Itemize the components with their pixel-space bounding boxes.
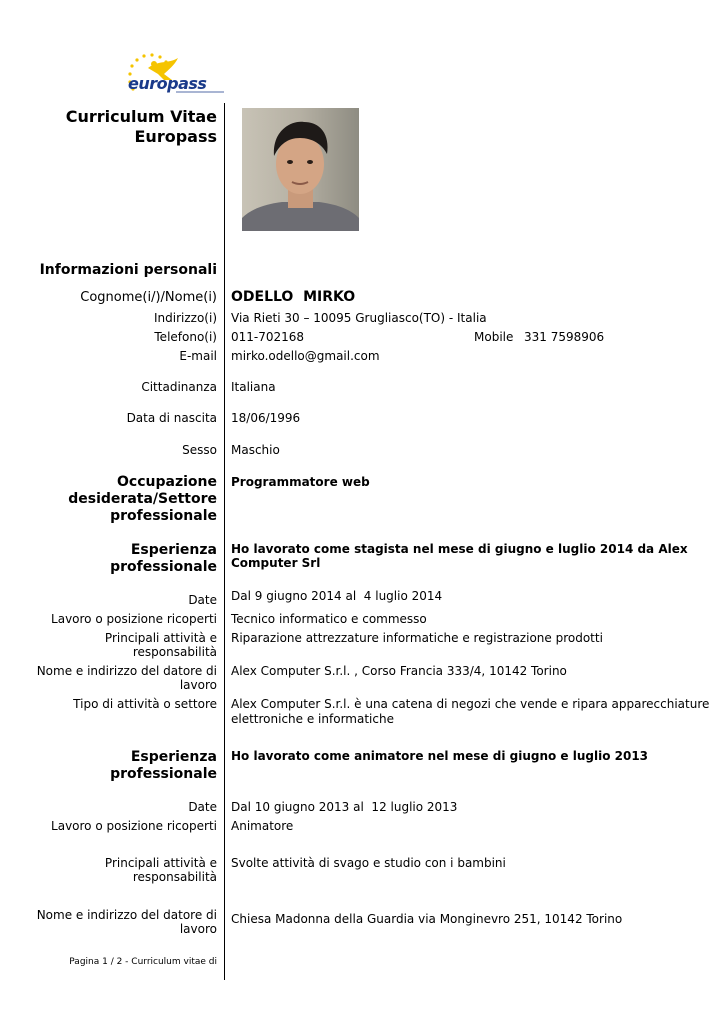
experience2-activities-label-line1: Principali attività e bbox=[104, 856, 217, 870]
occupation-value: Programmatore web bbox=[231, 475, 370, 489]
phone-label: Telefono(i) bbox=[154, 330, 217, 344]
phone-value: 011-702168 bbox=[231, 330, 305, 344]
birth-date-label: Data di nascita bbox=[126, 411, 217, 425]
experience2-employer-label-line2: lavoro bbox=[179, 922, 217, 936]
sex-label: Sesso bbox=[182, 443, 217, 457]
birth-date-value: 18/06/1996 bbox=[231, 411, 301, 425]
experience2-activities-value: Svolte attività di svago e studio con i bambini bbox=[231, 856, 506, 870]
page-footer: Pagina 1 / 2 - Curriculum vitae di bbox=[69, 957, 217, 967]
experience2-date-value: Dal 10 giugno 2013 al 12 luglio 2013 bbox=[231, 800, 458, 814]
citizenship-value: Italiana bbox=[231, 380, 276, 394]
name-label: Cognome(i/)/Nome(i) bbox=[80, 290, 217, 305]
experience1-activities-value: Riparazione attrezzature informatiche e registrazione prodotti bbox=[231, 631, 603, 645]
experience1-role-value: Tecnico informatico e commesso bbox=[231, 612, 427, 626]
experience1-title-line2: professionale bbox=[110, 559, 217, 575]
experience1-title-line1: Esperienza bbox=[130, 542, 217, 558]
experience1-employer-value: Alex Computer S.r.l. , Corso Francia 333/4, 10142 Torino bbox=[231, 664, 567, 678]
section-personal-info: Informazioni personali bbox=[39, 262, 217, 278]
experience2-employer-value: Chiesa Madonna della Guardia via Monginevro 251, 10142 Torino bbox=[231, 912, 623, 926]
cv-title-line1: Curriculum Vitae bbox=[65, 107, 217, 126]
experience1-date-label: Date bbox=[188, 593, 217, 607]
column-divider bbox=[224, 103, 225, 980]
europass-logo bbox=[124, 52, 226, 96]
email-value[interactable]: mirko.odello@gmail.com bbox=[231, 349, 380, 363]
experience1-employer-label-line1: Nome e indirizzo del datore di bbox=[36, 664, 217, 678]
experience2-title-line1: Esperienza bbox=[130, 749, 217, 765]
email-label: E-mail bbox=[179, 349, 217, 363]
experience1-type-label: Tipo di attività o settore bbox=[73, 697, 217, 711]
logo-text: europass bbox=[128, 74, 207, 93]
experience1-role-label: Lavoro o posizione ricoperti bbox=[51, 612, 217, 626]
experience1-heading-line2: Computer Srl bbox=[231, 556, 321, 570]
address-value: Via Rieti 30 – 10095 Grugliasco(TO) - Italia bbox=[231, 311, 487, 325]
occupation-title-line1: Occupazione bbox=[117, 474, 217, 490]
profile-photo bbox=[242, 108, 359, 231]
mobile-label: Mobile bbox=[474, 330, 514, 344]
mobile-value: 331 7598906 bbox=[524, 330, 605, 344]
sex-value: Maschio bbox=[231, 443, 280, 457]
experience1-type-value-line2: elettroniche e informatiche bbox=[231, 712, 394, 726]
experience1-employer-label-line2: lavoro bbox=[179, 678, 217, 692]
experience1-type-value-line1: Alex Computer S.r.l. è una catena di negozi che vende e ripara apparecchiature bbox=[231, 697, 710, 711]
experience2-role-value: Animatore bbox=[231, 819, 294, 833]
citizenship-label: Cittadinanza bbox=[141, 380, 217, 394]
experience2-date-label: Date bbox=[188, 800, 217, 814]
experience2-role-label: Lavoro o posizione ricoperti bbox=[51, 819, 217, 833]
experience2-activities-label-line2: responsabilità bbox=[132, 870, 217, 884]
address-label: Indirizzo(i) bbox=[154, 311, 217, 325]
experience1-activities-label-line1: Principali attività e bbox=[104, 631, 217, 645]
profile-photo-image bbox=[242, 108, 359, 231]
experience2-title-line2: professionale bbox=[110, 766, 217, 782]
experience2-employer-label-line1: Nome e indirizzo del datore di bbox=[36, 908, 217, 922]
cv-title-line2: Europass bbox=[134, 127, 217, 146]
experience1-heading-line1: Ho lavorato come stagista nel mese di giugno e luglio 2014 da Alex bbox=[231, 542, 688, 556]
name-value: ODELLO MIRKO bbox=[231, 289, 356, 305]
experience1-activities-label-line2: responsabilità bbox=[132, 645, 217, 659]
experience1-date-value: Dal 9 giugno 2014 al 4 luglio 2014 bbox=[231, 589, 443, 603]
occupation-title-line2: desiderata/Settore bbox=[68, 491, 217, 507]
experience2-heading: Ho lavorato come animatore nel mese di giugno e luglio 2013 bbox=[231, 749, 649, 763]
occupation-title-line3: professionale bbox=[110, 508, 217, 524]
